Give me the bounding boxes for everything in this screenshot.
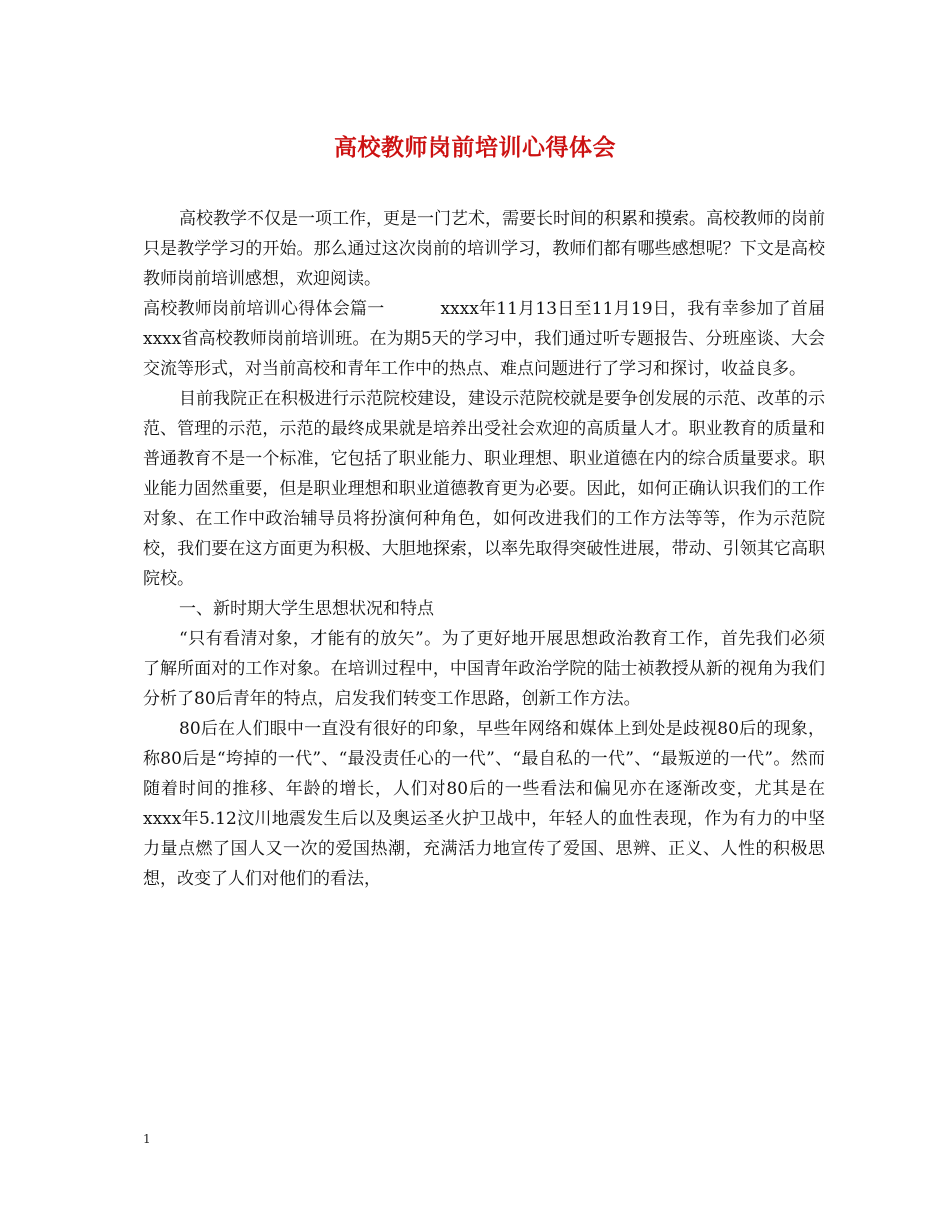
demonstration-college-paragraph: 目前我院正在积极进行示范院校建设，建设示范院校就是要争创发展的示范、改革的示范、管理的示范，示范的最终成果就是培养出受社会欢迎的高质量人才。职业教育的质量和普通教育不是一个标准，它包括了职业能力、职业理想、职业道德在内的综合质量要求。职业能力固然重要，但是职业理想和职业道德教育更为必要。因此，如何正确认识我们的工作对象、在工作中政治辅导员将扮演何种角色，如何改进我们的工作方法等等，作为示范院校，我们要在这方面更为积极、大胆地探索，以率先取得突破性进展，带动、引领其它高职院校。 <box>143 389 825 589</box>
article-one-text: xxxx年11月13日至11月19日，我有幸参加了首届xxxx省高校教师岗前培训班。在为期5天的学习中，我们通过听专题报告、分班座谈、大会交流等形式，对当前高校和青年工作中的热点、难点问题进行了学习和探讨，收益良多。 <box>143 299 825 379</box>
intro-paragraph: 高校教学不仅是一项工作，更是一门艺术，需要长时间的积累和摸索。高校教师的岗前只是教学学习的开始。那么通过这次岗前的培训学习，教师们都有哪些感想呢？下文是高校教师岗前培训感想，欢迎阅读。 <box>143 209 825 289</box>
eighties-generation-paragraph: 80后在人们眼中一直没有很好的印象，早些年网络和媒体上到处是歧视80后的现象，称80后是“垮掉的一代”、“最没责任心的一代”、“最自私的一代”、“最叛逆的一代”。然而随着时间的推移、年龄的增长，人们对80后的一些看法和偏见亦在逐渐改变，尤其是在xxxx年5.12汶川地震发生后以及奥运圣火护卫战中，年轻人的血性表现，作为有力的中坚力量点燃了国人又一次的爱国热潮，充满活力地宣传了爱国、思辨、正义、人性的积极思想，改变了人们对他们的看法， <box>143 719 825 889</box>
page-number: 1 <box>143 1132 151 1146</box>
article-one-label: 高校教师岗前培训心得体会篇一 <box>143 299 385 319</box>
understand-object-paragraph: “只有看清对象，才能有的放矢”。为了更好地开展思想政治教育工作，首先我们必须了解所面对的工作对象。在培训过程中，中国青年政治学院的陆士祯教授从新的视角为我们分析了80后青年的特点，启发我们转变工作思路，创新工作方法。 <box>143 629 825 709</box>
document-body <box>143 204 825 894</box>
section-heading-one: 一、新时期大学生思想状况和特点 <box>179 599 434 619</box>
document-title: 高校教师岗前培训心得体会 <box>334 134 616 161</box>
article-one-paragraph <box>143 294 825 384</box>
